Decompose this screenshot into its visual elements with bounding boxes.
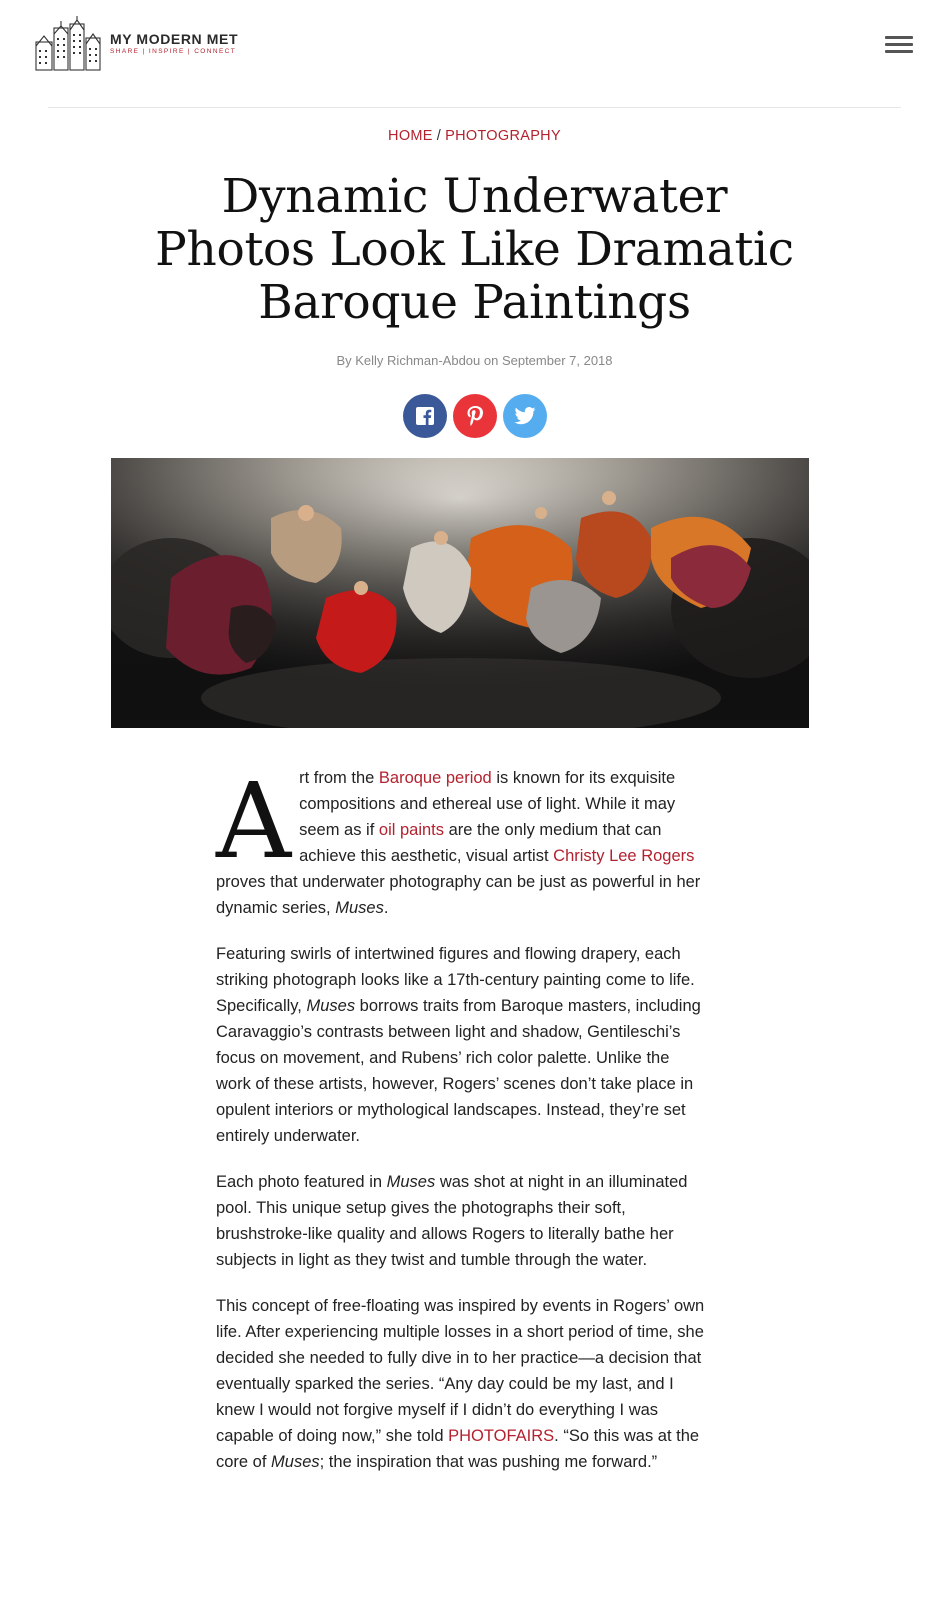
logo-name: MY MODERN MET: [110, 31, 239, 47]
breadcrumb-separator: /: [436, 128, 442, 144]
drop-cap: A: [216, 760, 292, 882]
city-skyline-logo-icon: [34, 16, 102, 72]
site-logo[interactable]: [34, 16, 238, 72]
article-paragraph-3: [216, 1169, 706, 1273]
p3-text-1: Each photo featured in: [216, 1173, 387, 1191]
p4-series-name: Muses: [271, 1453, 320, 1471]
p3-series-name: Muses: [386, 1173, 436, 1191]
p4-text-2: . “So this was at the core of: [216, 1427, 700, 1471]
underwater-figures-photo: [111, 458, 809, 728]
p1-text-1: rt from the: [299, 769, 379, 787]
article-title: Dynamic Underwater Photos Look Like Dramatic Baroque Paintings: [155, 169, 794, 330]
twitter-icon: [514, 407, 536, 425]
p1-text-5: .: [383, 899, 389, 917]
logo-text: [110, 31, 238, 57]
facebook-share-button[interactable]: [403, 394, 447, 438]
baroque-period-link[interactable]: Baroque period: [378, 769, 492, 787]
header-divider: [48, 107, 901, 108]
breadcrumb-home-link[interactable]: HOME: [388, 128, 433, 144]
breadcrumb: [0, 128, 949, 144]
article-paragraph-2: [216, 941, 706, 1149]
p1-text-4: proves that underwater photography can be just as powerful in her dynamic series,: [216, 873, 701, 917]
facebook-icon: [416, 407, 434, 425]
p1-series-name: Muses: [335, 899, 384, 917]
p1-text-3: are the only medium that can achieve this aesthetic, visual artist: [299, 821, 662, 865]
hero-photo: [111, 458, 809, 728]
article-byline: By Kelly Richman-Abdou on September 7, 2018: [336, 353, 613, 368]
pinterest-share-button[interactable]: [453, 394, 497, 438]
article-paragraph-1: [216, 760, 706, 921]
article-paragraph-4: [216, 1293, 706, 1475]
p2-text-2: borrows traits from Baroque masters, including Caravaggio’s contrasts between light and shadow, Gentileschi’s focus on movement, and Rubens’ rich color palette. Unlike the work of these artists, however, Rogers’ scenes don’t take place in opulent interiors or mythological landscapes. Instead, they’re set entirely underwater.: [216, 997, 701, 1145]
site-header: [0, 0, 949, 110]
p3-text-2: was shot at night in an illuminated pool. This unique setup gives the photographs their soft, brushstroke-like quality and allows Rogers to literally bathe her subjects in light as they twist and tumble through the water.: [216, 1173, 688, 1269]
logo-tagline: SHARE | INSPIRE | CONNECT: [110, 48, 237, 55]
hamburger-menu-icon[interactable]: [885, 36, 913, 54]
p4-text-3: ; the inspiration that was pushing me forward.”: [319, 1453, 658, 1471]
photofairs-link[interactable]: PHOTOFAIRS: [448, 1427, 555, 1445]
social-share-buttons: [403, 394, 553, 438]
twitter-share-button[interactable]: [503, 394, 547, 438]
oil-paints-link[interactable]: oil paints: [378, 821, 445, 839]
pinterest-icon: [465, 405, 485, 427]
p4-text-1: This concept of free-floating was inspired by events in Rogers’ own life. After experiencing multiple losses in a short period of time, she decided she needed to fully dive in to her practice—a decision that eventually sparked the series. “Any day could be my last, and I knew I would not forgive myself if I didn’t do everything I was capable of doing now,” she told: [216, 1297, 705, 1445]
p1-text-2: is known for its exquisite compositions and ethereal use of light. While it may seem as if: [299, 769, 676, 839]
p2-series-name: Muses: [306, 997, 356, 1015]
christy-lee-rogers-link[interactable]: Christy Lee Rogers: [553, 847, 695, 865]
breadcrumb-photography-link[interactable]: PHOTOGRAPHY: [445, 128, 561, 144]
p2-text-1: Featuring swirls of intertwined figures and flowing drapery, each striking photograph looks like a 17th-century painting come to life. Specifically,: [216, 945, 695, 1015]
article-body: [216, 760, 706, 1495]
